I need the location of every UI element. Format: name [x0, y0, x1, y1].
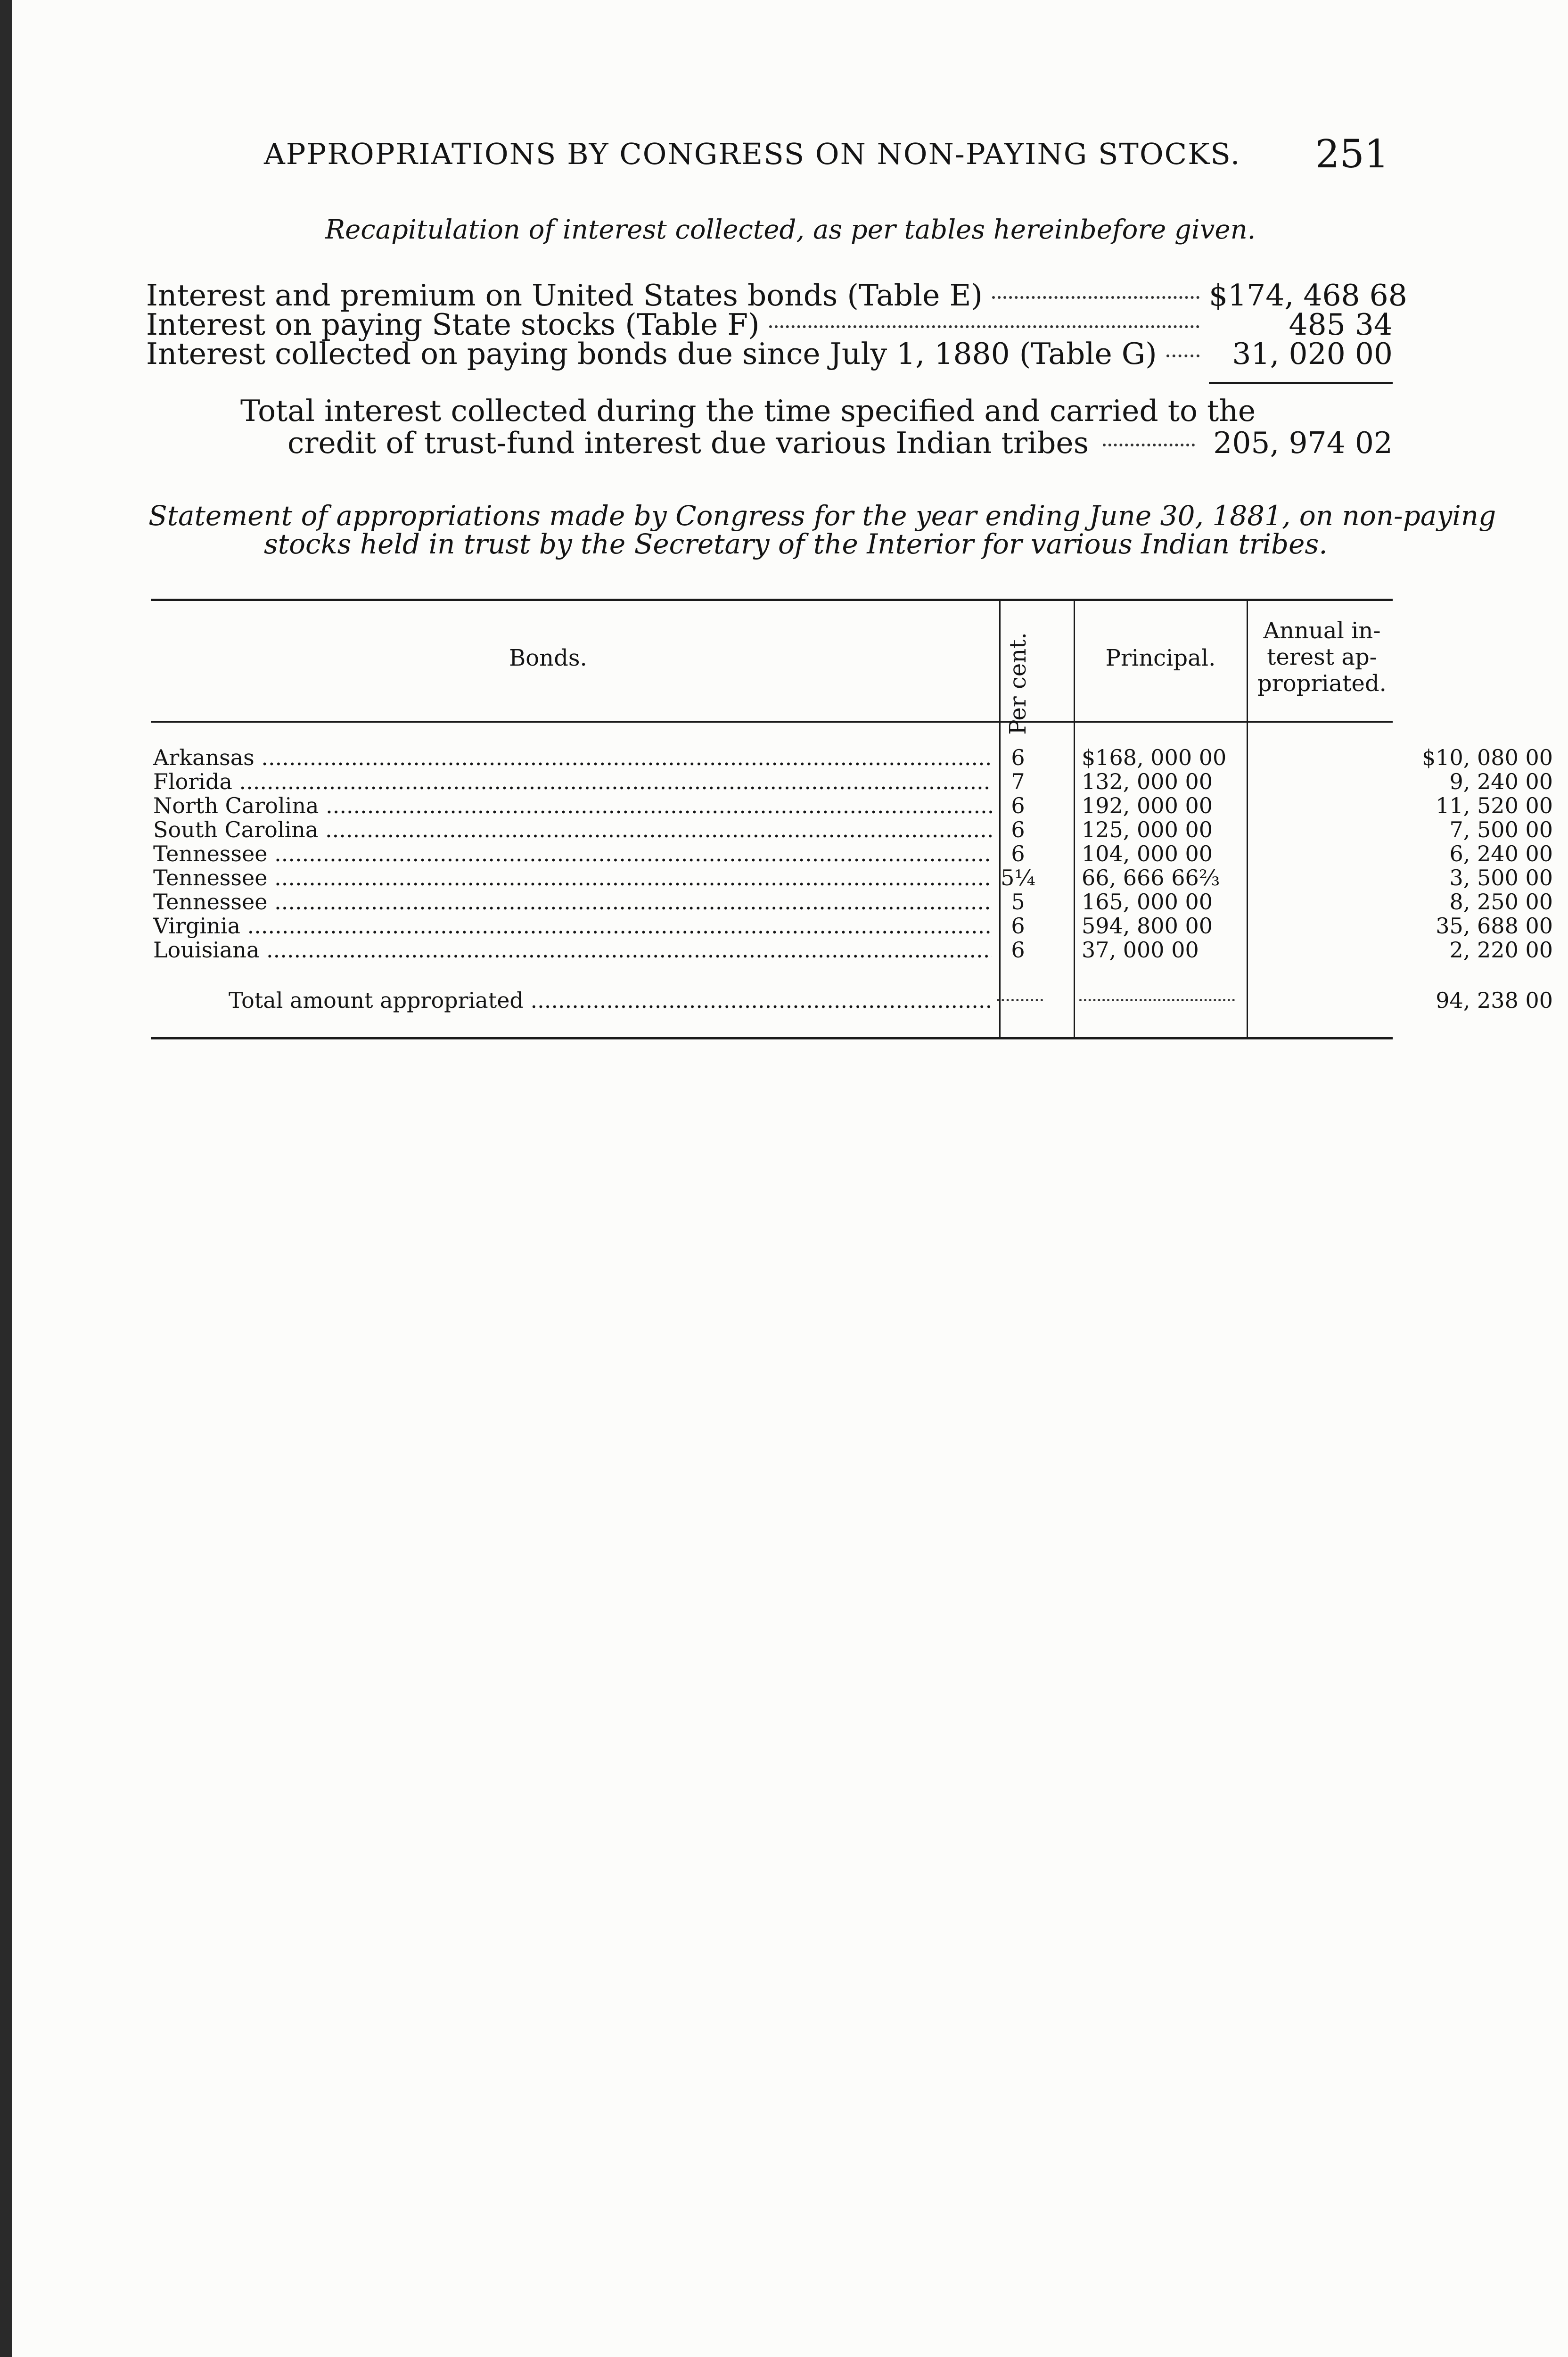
table-row: [153, 769, 1568, 793]
total-label: Total amount appropriated .....: [229, 988, 992, 1013]
bond-name: Tennessee .....: [153, 841, 992, 866]
principal: 37, 000 00: [1082, 937, 1199, 963]
table-bottom-rule: [151, 1037, 1393, 1039]
table-header-rule: [151, 721, 1393, 723]
table-row: [153, 817, 1568, 841]
recap-row: [146, 337, 1393, 370]
principal: 66, 666 66⅔: [1082, 865, 1220, 890]
page-number: 251: [1315, 132, 1389, 177]
table-row: [153, 745, 1568, 769]
bond-name: Virginia .....: [153, 913, 992, 939]
recap-total-amount: 205, 974 02: [1213, 426, 1393, 460]
header-annual-interest: [1251, 618, 1393, 697]
principal: $168, 000 00: [1082, 745, 1227, 770]
annual-interest: 2, 220 00: [1449, 937, 1553, 963]
annual-interest: 6, 240 00: [1449, 841, 1553, 866]
table-row: [153, 841, 1568, 865]
principal: 125, 000 00: [1082, 817, 1213, 842]
dot-leader: [997, 999, 1043, 1001]
recap-total-row: [287, 426, 1393, 460]
bond-name: Louisiana .....: [153, 937, 992, 963]
recap-total-line1: Total interest collected during the time specified and carried to the: [240, 394, 1256, 428]
principal: 132, 000 00: [1082, 769, 1213, 794]
bond-name: Tennessee .....: [153, 889, 992, 915]
per-cent: 6: [1011, 913, 1025, 939]
sum-rule: [1209, 382, 1393, 384]
header-per-cent: Per cent.: [1005, 632, 1031, 735]
per-cent: 6: [1011, 937, 1025, 963]
per-cent: 5: [1011, 889, 1025, 915]
per-cent: 7: [1011, 769, 1025, 794]
per-cent: 6: [1011, 841, 1025, 866]
total-row: [229, 988, 1568, 1012]
recap-amount: $174, 468 68: [1209, 278, 1407, 313]
statement-title-line1: Statement of appropriations made by Congress for the year ending June 30, 1881, on non-paying: [148, 500, 1496, 532]
header-annual-line: propriated.: [1257, 670, 1387, 697]
statement-title-line2: stocks held in trust by the Secretary of the Interior for various Indian tribes.: [264, 528, 1328, 560]
dot-leader: [992, 296, 1199, 299]
annual-interest: $10, 080 00: [1422, 745, 1553, 770]
table-row: [153, 889, 1568, 913]
annual-interest: 3, 500 00: [1449, 865, 1553, 890]
recap-row: [146, 307, 1393, 340]
header-annual-line: terest ap-: [1267, 644, 1377, 670]
principal: 594, 800 00: [1082, 913, 1213, 939]
principal: 165, 000 00: [1082, 889, 1213, 915]
dot-leader: [1079, 999, 1235, 1001]
recap-label: Interest and premium on United States bonds (Table E): [146, 278, 983, 313]
bond-name: South Carolina .....: [153, 817, 992, 842]
recap-amount: 485 34: [1289, 307, 1393, 342]
annual-interest: 9, 240 00: [1449, 769, 1553, 794]
annual-interest: 35, 688 00: [1436, 913, 1553, 939]
table-row: [153, 865, 1568, 889]
table-row: [153, 793, 1568, 817]
annual-interest: 8, 250 00: [1449, 889, 1553, 915]
per-cent: 6: [1011, 745, 1025, 770]
table-top-rule: [151, 599, 1393, 601]
dot-leader: [1103, 444, 1195, 446]
header-principal: Principal.: [1105, 645, 1216, 671]
dot-leader: [1166, 354, 1199, 357]
recap-label: Interest on paying State stocks (Table F): [146, 307, 760, 342]
header-annual-line: Annual in-: [1263, 618, 1381, 644]
principal: 104, 000 00: [1082, 841, 1213, 866]
annual-interest: 7, 500 00: [1449, 817, 1553, 842]
per-cent: 6: [1011, 817, 1025, 842]
per-cent: 5¼: [1001, 865, 1035, 890]
header-bonds: Bonds.: [509, 645, 587, 671]
annual-interest: 11, 520 00: [1436, 793, 1553, 818]
running-header: APPROPRIATIONS BY CONGRESS ON NON-PAYING STOCKS.: [264, 137, 1241, 171]
per-cent: 6: [1011, 793, 1025, 818]
total-amount: 94, 238 00: [1436, 988, 1553, 1013]
principal: 192, 000 00: [1082, 793, 1213, 818]
bond-name: Florida .....: [153, 769, 992, 794]
table-row: [153, 937, 1568, 961]
bond-name: North Carolina .....: [153, 793, 992, 818]
table-row: [153, 913, 1568, 937]
bond-name: Arkansas .....: [153, 745, 992, 770]
recap-title: Recapitulation of interest collected, as per tables hereinbefore given.: [325, 214, 1256, 245]
recap-total-label: credit of trust-fund interest due various Indian tribes: [287, 426, 1089, 460]
scan-edge: [0, 0, 12, 2357]
recap-label: Interest collected on paying bonds due since July 1, 1880 (Table G): [146, 337, 1157, 371]
bond-name: Tennessee .....: [153, 865, 992, 890]
recap-row: [146, 278, 1407, 313]
recap-amount: 31, 020 00: [1232, 337, 1393, 371]
dot-leader: [769, 325, 1199, 328]
